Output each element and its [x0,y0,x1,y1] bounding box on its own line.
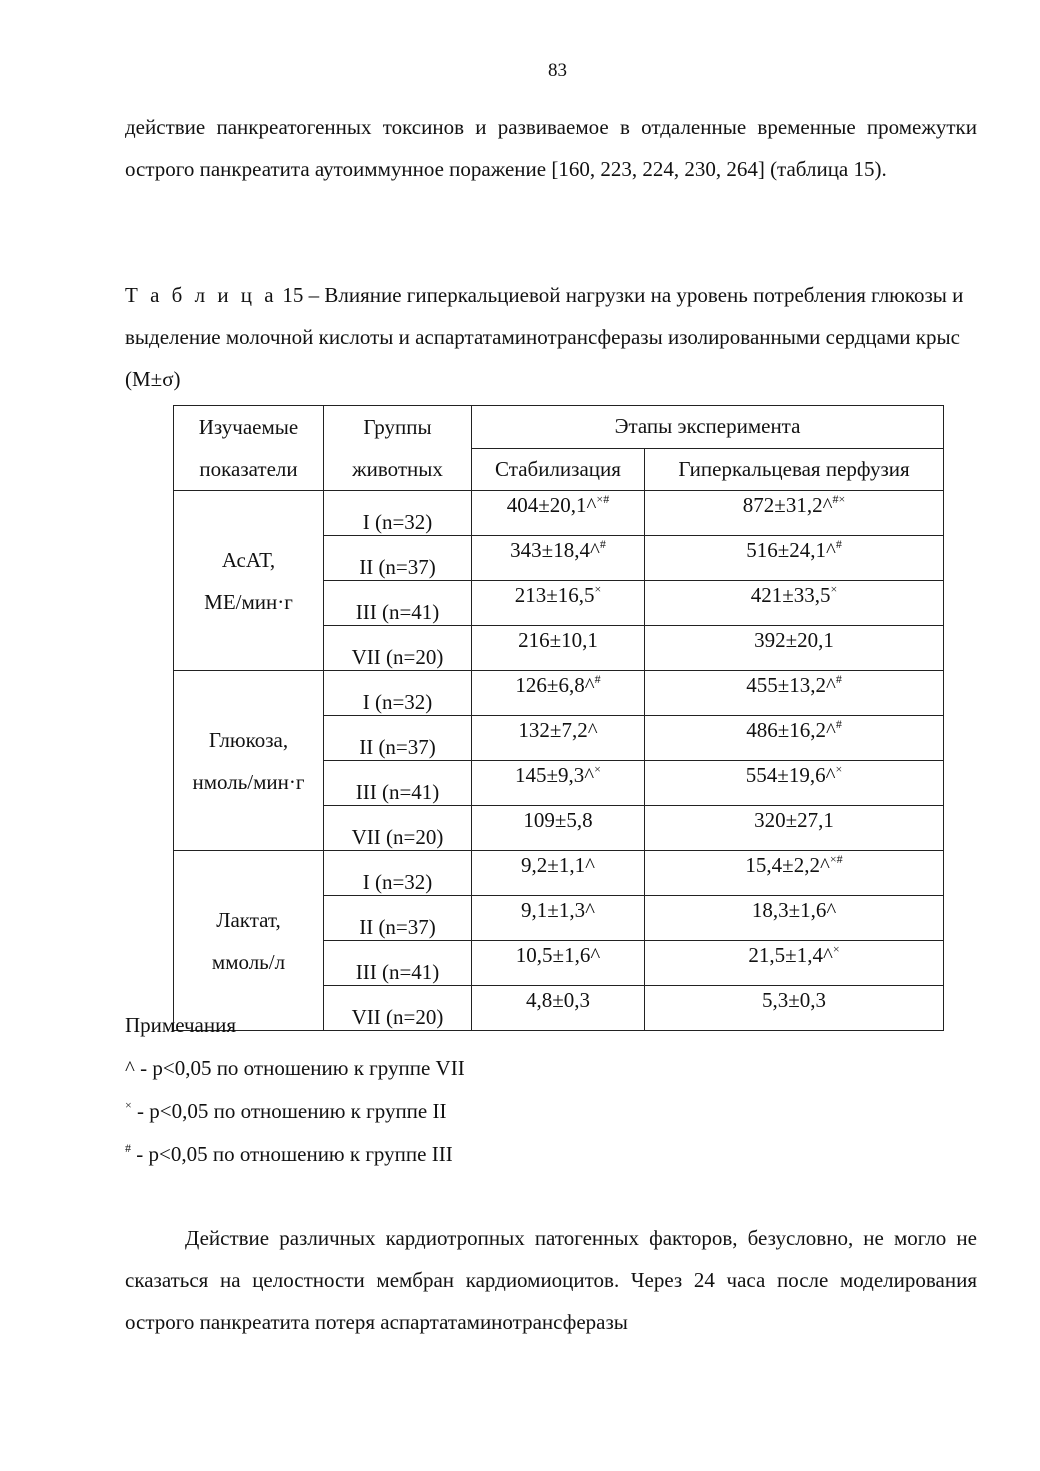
group-cell: II (n=37) [324,536,472,581]
group-cell: I (n=32) [324,671,472,716]
value-text: 109±5,8 [523,808,593,832]
header-indicators-line2: показатели [199,457,298,481]
value-text: 10,5±1,6^ [515,943,601,967]
value-text: 343±18,4^ [510,538,600,562]
value-text: 15,4±2,2^ [745,853,830,877]
note-2 [125,1090,977,1133]
results-table [173,405,944,1031]
note-1: ^ - р<0,05 по отношению к группе VII [125,1056,465,1080]
perfusion-value [645,536,944,581]
perfusion-value [645,941,944,986]
notes-title: Примечания [125,1013,237,1037]
page-number: 83 [548,60,567,81]
indicator-cell [174,671,324,851]
header-groups-line2: животных [352,457,443,481]
perfusion-value [645,626,944,671]
stabilization-value [472,806,645,851]
value-text: 4,8±0,3 [525,988,591,1012]
stabilization-value [472,896,645,941]
stabilization-value [472,626,645,671]
significance-mark: ×# [829,852,843,866]
value-text: 404±20,1^ [506,493,597,517]
value-text: 126±6,8^ [515,673,595,697]
note-3 [125,1133,977,1176]
stabilization-value [472,581,645,626]
indicator-name: Лактат, [216,907,281,932]
perfusion-value [645,581,944,626]
table-row [174,851,944,896]
indicator-cell [174,491,324,671]
value-text: 554±19,6^ [745,763,836,787]
group-cell: I (n=32) [324,851,472,896]
value-text: 421±33,5 [750,583,831,607]
header-stabilization: Стабилизация [472,448,645,491]
group-cell: III (n=41) [324,941,472,986]
significance-mark: # [594,672,601,686]
perfusion-value [645,716,944,761]
group-cell: I (n=32) [324,491,472,536]
value-text: 516±24,1^ [746,538,836,562]
value-text: 18,3±1,6^ [751,898,837,922]
header-groups [324,406,472,491]
indicator-unit: ммоль/л [211,949,286,974]
significance-mark: × [835,762,843,776]
value-text: 213±16,5 [514,583,595,607]
perfusion-value [645,491,944,536]
significance-mark: × [832,942,840,956]
significance-mark: × [594,582,602,596]
significance-mark: #× [832,492,846,506]
header-stages: Этапы эксперимента [472,406,944,449]
header-hypercalcium-perfusion: Гиперкальцевая перфузия [645,448,944,491]
stabilization-value [472,536,645,581]
value-text: 145±9,3^ [515,763,595,787]
table-caption-label: Т а б л и ц а [125,283,278,307]
value-text: 9,1±1,3^ [521,898,595,922]
stabilization-value [472,716,645,761]
significance-mark: ×# [596,492,610,506]
note-2-text: - р<0,05 по отношению к группе II [131,1099,447,1123]
value-text: 9,2±1,1^ [521,853,595,877]
perfusion-value [645,851,944,896]
indicator-unit: МЕ/мин·г [204,589,293,614]
stabilization-value [472,941,645,986]
note-3-text: - р<0,05 по отношению к группе III [131,1142,453,1166]
note-3-mark: # [125,1141,131,1155]
group-cell: III (n=41) [324,581,472,626]
significance-mark: # [835,717,842,731]
perfusion-value [645,761,944,806]
table-row [174,671,944,716]
group-cell: II (n=37) [324,716,472,761]
table-row [174,491,944,536]
value-text: 132±7,2^ [518,718,598,742]
table-caption-text: 15 – Влияние гиперкальциевой нагрузки на уровень потребления глюкозы и выделение молочной кислоты и аспартатаминотрансферазы изолированными сердцами крыс (М±σ) [125,283,964,391]
notes-block [125,1004,977,1176]
header-indicators-line1: Изучаемые [198,415,299,439]
significance-mark: # [835,537,842,551]
stabilization-value [472,491,645,536]
note-2-mark: × [125,1098,132,1112]
significance-mark: # [599,537,606,551]
group-cell: VII (n=20) [324,626,472,671]
group-cell: III (n=41) [324,761,472,806]
stabilization-value [472,851,645,896]
value-text: 455±13,2^ [746,673,836,697]
group-cell: VII (n=20) [324,986,472,1031]
perfusion-value [645,671,944,716]
significance-mark: × [830,582,838,596]
indicator-name: АсАТ, [221,547,276,572]
stabilization-value [472,671,645,716]
significance-mark: # [835,672,842,686]
value-text: 320±27,1 [754,808,834,832]
header-indicators [174,406,324,491]
significance-mark: × [594,762,601,776]
body-paragraph-1: действие панкреатогенных токсинов и развиваемое в отдаленные временные промежутки острого панкреатита аутоиммунное поражение [160, 223, 224, 230, 264] (таблица 15). [125,115,977,181]
header-groups-line1: Группы [363,415,432,439]
indicator-name: Глюкоза, [208,727,289,752]
value-text: 216±10,1 [518,628,598,652]
group-cell: VII (n=20) [324,806,472,851]
group-cell: II (n=37) [324,896,472,941]
value-text: 872±31,2^ [742,493,833,517]
indicator-unit: нмоль/мин·г [192,769,305,794]
perfusion-value [645,806,944,851]
stabilization-value [472,761,645,806]
table-caption [125,274,977,400]
value-text: 5,3±0,3 [761,988,827,1012]
body-paragraph-2: Действие различных кардиотропных патогенных факторов, безусловно, не могло не сказаться на целостности мембран кардиомиоцитов. Через 24 часа после моделирования острого панкреатита потеря аспартатаминотрансферазы [125,1226,977,1334]
table-body [174,491,944,1031]
perfusion-value [645,896,944,941]
value-text: 392±20,1 [754,628,834,652]
value-text: 486±16,2^ [746,718,836,742]
value-text: 21,5±1,4^ [748,943,833,967]
